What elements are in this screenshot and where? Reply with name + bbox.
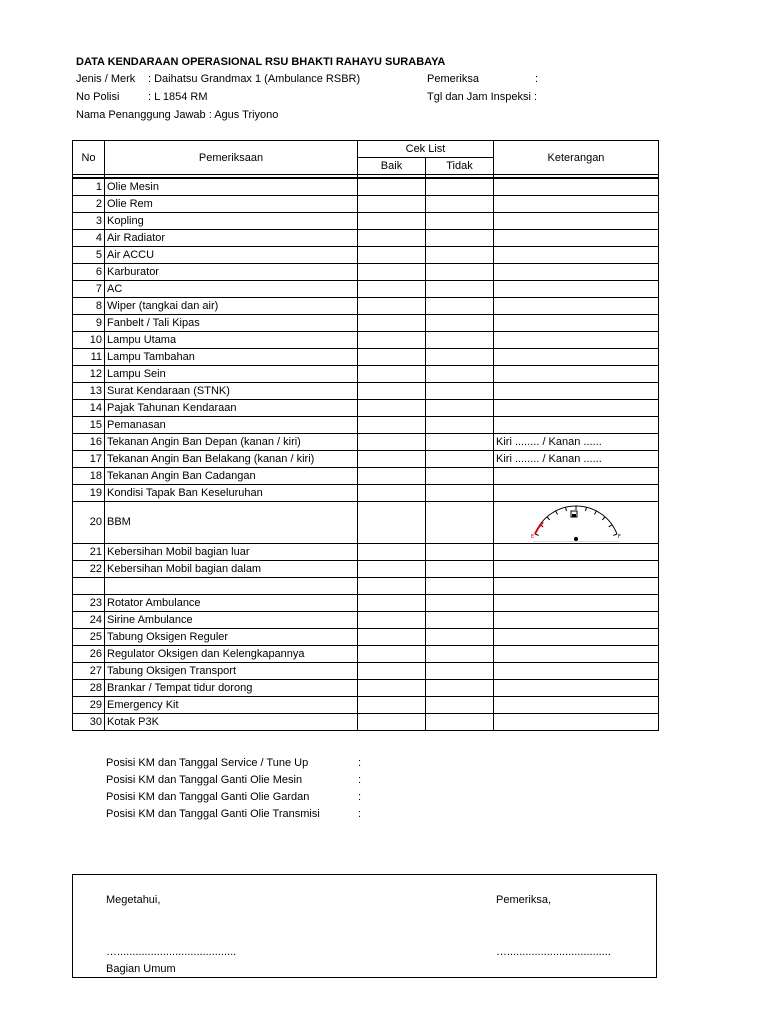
row-item: AC — [105, 281, 358, 298]
row-item: Air Radiator — [105, 230, 358, 247]
pemeriksa-signature-label: Pemeriksa, — [496, 894, 552, 906]
checkbox-baik[interactable] — [358, 595, 426, 612]
jenis-merk-label: Jenis / Merk — [76, 73, 136, 85]
row-number: 22 — [73, 561, 105, 578]
gauge-tick — [609, 524, 612, 526]
table-row — [73, 578, 659, 595]
row-item: Kondisi Tapak Ban Keseluruhan — [105, 485, 358, 502]
row-number: 28 — [73, 680, 105, 697]
checkbox-baik[interactable] — [358, 213, 426, 230]
row-keterangan[interactable] — [494, 544, 659, 561]
table-row — [73, 502, 659, 544]
row-number: 23 — [73, 595, 105, 612]
checkbox-tidak[interactable] — [426, 697, 494, 714]
header-tidak: Tidak — [426, 158, 494, 175]
checkbox-baik[interactable] — [358, 196, 426, 213]
table-row — [73, 366, 659, 383]
row-number: 11 — [73, 349, 105, 366]
service-line-label: Posisi KM dan Tanggal Ganti Olie Gardan — [106, 791, 310, 803]
table-row — [73, 544, 659, 561]
row-item: BBM — [105, 502, 358, 544]
row-keterangan[interactable] — [494, 264, 659, 281]
bagian-umum-label: Bagian Umum — [106, 963, 176, 975]
checkbox-tidak[interactable] — [426, 196, 494, 213]
checkbox-baik[interactable] — [358, 264, 426, 281]
row-number: 25 — [73, 629, 105, 646]
row-number: 16 — [73, 434, 105, 451]
row-number: 6 — [73, 264, 105, 281]
service-line-colon: : — [358, 808, 362, 820]
table-row — [73, 612, 659, 629]
checkbox-tidak[interactable] — [426, 332, 494, 349]
row-keterangan[interactable] — [494, 315, 659, 332]
checkbox-tidak[interactable] — [426, 680, 494, 697]
table-row — [73, 213, 659, 230]
row-keterangan[interactable] — [494, 561, 659, 578]
row-keterangan[interactable] — [494, 417, 659, 434]
row-item: Brankar / Tempat tidur dorong — [105, 680, 358, 697]
service-line-label: Posisi KM dan Tanggal Ganti Olie Mesin — [106, 774, 303, 786]
row-item: Lampu Utama — [105, 332, 358, 349]
table-row — [73, 680, 659, 697]
table-row — [73, 178, 659, 196]
row-keterangan[interactable] — [494, 400, 659, 417]
service-line — [106, 772, 362, 789]
row-number: 20 — [73, 502, 105, 544]
header-pemeriksaan: Pemeriksaan — [105, 141, 358, 175]
row-item: Kotak P3K — [105, 714, 358, 731]
row-number: 29 — [73, 697, 105, 714]
checkbox-tidak[interactable] — [426, 315, 494, 332]
row-keterangan[interactable] — [494, 714, 659, 731]
checkbox-tidak[interactable] — [426, 247, 494, 264]
checkbox-tidak[interactable] — [426, 451, 494, 468]
row-keterangan[interactable] — [494, 680, 659, 697]
row-keterangan[interactable] — [494, 383, 659, 400]
checkbox-tidak[interactable] — [426, 383, 494, 400]
jenis-merk-value: : Daihatsu Grandmax 1 (Ambulance RSBR) — [148, 73, 361, 85]
table-row — [73, 264, 659, 281]
gauge-tick — [586, 507, 587, 511]
gauge-tick — [594, 510, 596, 514]
row-keterangan[interactable] — [494, 612, 659, 629]
row-item: Emergency Kit — [105, 697, 358, 714]
checkbox-tidak[interactable] — [426, 264, 494, 281]
row-number: 7 — [73, 281, 105, 298]
row-item: Tekanan Angin Ban Belakang (kanan / kiri) — [105, 451, 358, 468]
header-keterangan: Keterangan — [494, 141, 659, 175]
header-no: No — [73, 141, 105, 175]
gauge-tick — [566, 507, 567, 511]
checkbox-baik[interactable] — [358, 663, 426, 680]
table-row — [73, 417, 659, 434]
service-line-label: Posisi KM dan Tanggal Service / Tune Up — [106, 757, 309, 769]
row-item: Surat Kendaraan (STNK) — [105, 383, 358, 400]
checklist-body — [73, 178, 659, 731]
row-keterangan[interactable] — [494, 595, 659, 612]
pemeriksa-signature-line: ….................................. — [496, 946, 611, 958]
row-item — [105, 578, 358, 595]
checkbox-baik[interactable] — [358, 646, 426, 663]
checkbox-tidak[interactable] — [426, 434, 494, 451]
row-keterangan[interactable] — [494, 196, 659, 213]
checkbox-baik[interactable] — [358, 315, 426, 332]
row-number: 17 — [73, 451, 105, 468]
checkbox-baik[interactable] — [358, 178, 426, 196]
row-item: Rotator Ambulance — [105, 595, 358, 612]
row-number: 9 — [73, 315, 105, 332]
checkbox-baik[interactable] — [358, 451, 426, 468]
no-polisi-label: No Polisi — [76, 91, 120, 103]
checkbox-tidak[interactable] — [426, 646, 494, 663]
row-item: Tabung Oksigen Transport — [105, 663, 358, 680]
row-number: 27 — [73, 663, 105, 680]
table-row — [73, 281, 659, 298]
checkbox-tidak[interactable] — [426, 595, 494, 612]
table-row — [73, 230, 659, 247]
row-number: 2 — [73, 196, 105, 213]
checklist-table — [72, 140, 659, 731]
row-number: 13 — [73, 383, 105, 400]
gauge-tick — [613, 534, 617, 535]
row-item: Sirine Ambulance — [105, 612, 358, 629]
row-keterangan[interactable] — [494, 697, 659, 714]
checkbox-tidak[interactable] — [426, 629, 494, 646]
mengetahui-signature-line: …....................................... — [106, 946, 237, 958]
row-item: Tabung Oksigen Reguler — [105, 629, 358, 646]
table-row — [73, 595, 659, 612]
row-number — [73, 578, 105, 595]
checkbox-tidak[interactable] — [426, 298, 494, 315]
row-number: 3 — [73, 213, 105, 230]
service-info — [106, 755, 362, 823]
checkbox-baik[interactable] — [358, 417, 426, 434]
gauge-tick — [602, 516, 605, 519]
row-item: Kebersihan Mobil bagian dalam — [105, 561, 358, 578]
service-line-colon: : — [358, 774, 362, 786]
row-item: Pemanasan — [105, 417, 358, 434]
checkbox-baik[interactable] — [358, 247, 426, 264]
no-polisi-value: : L 1854 RM — [148, 91, 208, 103]
row-keterangan[interactable] — [494, 485, 659, 502]
row-item: Wiper (tangkai dan air) — [105, 298, 358, 315]
row-keterangan[interactable] — [494, 349, 659, 366]
checkbox-tidak[interactable] — [426, 468, 494, 485]
checkbox-baik[interactable] — [358, 612, 426, 629]
checkbox-baik[interactable] — [358, 434, 426, 451]
checkbox-tidak[interactable] — [426, 578, 494, 595]
gauge-tick — [547, 516, 550, 519]
table-row — [73, 468, 659, 485]
row-item: Regulator Oksigen dan Kelengkapannya — [105, 646, 358, 663]
checkbox-baik[interactable] — [358, 485, 426, 502]
row-item: Kopling — [105, 213, 358, 230]
tgl-inspeksi-label: Tgl dan Jam Inspeksi : — [427, 91, 538, 103]
table-row — [73, 383, 659, 400]
checkbox-tidak[interactable] — [426, 485, 494, 502]
mengetahui-label: Megetahui, — [106, 894, 161, 906]
row-keterangan[interactable] — [494, 178, 659, 196]
row-number: 1 — [73, 178, 105, 196]
checkbox-tidak[interactable] — [426, 612, 494, 629]
row-item: Karburator — [105, 264, 358, 281]
service-line-label: Posisi KM dan Tanggal Ganti Olie Transmisi — [106, 808, 320, 820]
row-keterangan[interactable] — [494, 646, 659, 663]
row-number: 15 — [73, 417, 105, 434]
row-number: 4 — [73, 230, 105, 247]
row-item: Air ACCU — [105, 247, 358, 264]
row-number: 8 — [73, 298, 105, 315]
table-row — [73, 315, 659, 332]
row-number: 26 — [73, 646, 105, 663]
service-line — [106, 806, 362, 823]
table-row — [73, 663, 659, 680]
checkbox-baik[interactable] — [358, 349, 426, 366]
table-row — [73, 332, 659, 349]
row-number: 30 — [73, 714, 105, 731]
row-item: Kebersihan Mobil bagian luar — [105, 544, 358, 561]
table-row — [73, 714, 659, 731]
row-keterangan[interactable]: Kiri ........ / Kanan ...... — [494, 434, 659, 451]
checkbox-tidak[interactable] — [426, 178, 494, 196]
table-row — [73, 434, 659, 451]
checkbox-baik[interactable] — [358, 697, 426, 714]
row-keterangan[interactable] — [494, 578, 659, 595]
table-row — [73, 646, 659, 663]
checkbox-tidak[interactable] — [426, 213, 494, 230]
row-number: 10 — [73, 332, 105, 349]
checkbox-tidak[interactable] — [426, 230, 494, 247]
checkbox-baik[interactable] — [358, 383, 426, 400]
checkbox-baik[interactable] — [358, 400, 426, 417]
row-keterangan[interactable] — [494, 332, 659, 349]
row-item: Fanbelt / Tali Kipas — [105, 315, 358, 332]
row-keterangan[interactable] — [494, 298, 659, 315]
checkbox-tidak[interactable] — [426, 502, 494, 544]
pemeriksa-colon: : — [535, 73, 539, 85]
row-keterangan[interactable] — [494, 230, 659, 247]
checkbox-tidak[interactable] — [426, 663, 494, 680]
checkbox-tidak[interactable] — [426, 349, 494, 366]
row-number: 18 — [73, 468, 105, 485]
table-row — [73, 196, 659, 213]
row-item: Tekanan Angin Ban Depan (kanan / kiri) — [105, 434, 358, 451]
header-baik: Baik — [358, 158, 426, 175]
row-item: Pajak Tahunan Kendaraan — [105, 400, 358, 417]
table-row — [73, 451, 659, 468]
table-row — [73, 697, 659, 714]
table-row — [73, 561, 659, 578]
row-keterangan[interactable] — [494, 213, 659, 230]
row-item: Lampu Tambahan — [105, 349, 358, 366]
row-number: 21 — [73, 544, 105, 561]
checkbox-baik[interactable] — [358, 502, 426, 544]
row-keterangan[interactable]: Kiri ........ / Kanan ...... — [494, 451, 659, 468]
checkbox-baik[interactable] — [358, 281, 426, 298]
checkbox-tidak[interactable] — [426, 561, 494, 578]
checkbox-tidak[interactable] — [426, 281, 494, 298]
checkbox-baik[interactable] — [358, 578, 426, 595]
header-ceklist: Cek List — [358, 141, 494, 158]
document-title: DATA KENDARAAN OPERASIONAL RSU BHAKTI RAHAYU SURABAYA — [76, 56, 446, 68]
gauge-needle-pivot — [574, 537, 578, 541]
row-item: Tekanan Angin Ban Cadangan — [105, 468, 358, 485]
row-number: 5 — [73, 247, 105, 264]
row-keterangan[interactable] — [494, 663, 659, 680]
gauge-tick — [556, 510, 558, 514]
table-row — [73, 485, 659, 502]
row-keterangan[interactable] — [494, 502, 659, 544]
signature-box — [72, 874, 657, 978]
service-line — [106, 755, 362, 772]
row-number: 12 — [73, 366, 105, 383]
gauge-full-label: F — [618, 533, 621, 540]
service-line — [106, 789, 362, 806]
checkbox-baik[interactable] — [358, 298, 426, 315]
table-row — [73, 400, 659, 417]
checkbox-baik[interactable] — [358, 332, 426, 349]
pemeriksa-label: Pemeriksa — [427, 73, 479, 85]
service-line-colon: : — [358, 757, 362, 769]
checkbox-baik[interactable] — [358, 561, 426, 578]
table-row — [73, 629, 659, 646]
fuel-gauge-icon — [521, 504, 631, 542]
row-number: 14 — [73, 400, 105, 417]
checkbox-tidak[interactable] — [426, 544, 494, 561]
checkbox-baik[interactable] — [358, 544, 426, 561]
table-row — [73, 349, 659, 366]
row-number: 19 — [73, 485, 105, 502]
checkbox-baik[interactable] — [358, 629, 426, 646]
checkbox-baik[interactable] — [358, 230, 426, 247]
row-keterangan[interactable] — [494, 281, 659, 298]
row-item: Olie Rem — [105, 196, 358, 213]
checkbox-tidak[interactable] — [426, 400, 494, 417]
checkbox-tidak[interactable] — [426, 366, 494, 383]
row-keterangan[interactable] — [494, 366, 659, 383]
checkbox-baik[interactable] — [358, 468, 426, 485]
checkbox-tidak[interactable] — [426, 714, 494, 731]
table-row — [73, 247, 659, 264]
checkbox-baik[interactable] — [358, 680, 426, 697]
row-keterangan[interactable] — [494, 629, 659, 646]
service-line-colon: : — [358, 791, 362, 803]
gauge-empty-label: E — [531, 533, 535, 540]
row-keterangan[interactable] — [494, 468, 659, 485]
checkbox-baik[interactable] — [358, 366, 426, 383]
row-number: 24 — [73, 612, 105, 629]
row-item: Lampu Sein — [105, 366, 358, 383]
checkbox-baik[interactable] — [358, 714, 426, 731]
row-keterangan[interactable] — [494, 247, 659, 264]
checkbox-tidak[interactable] — [426, 417, 494, 434]
row-item: Olie Mesin — [105, 178, 358, 196]
penanggung-jawab: Nama Penanggung Jawab : Agus Triyono — [76, 109, 279, 121]
table-row — [73, 298, 659, 315]
